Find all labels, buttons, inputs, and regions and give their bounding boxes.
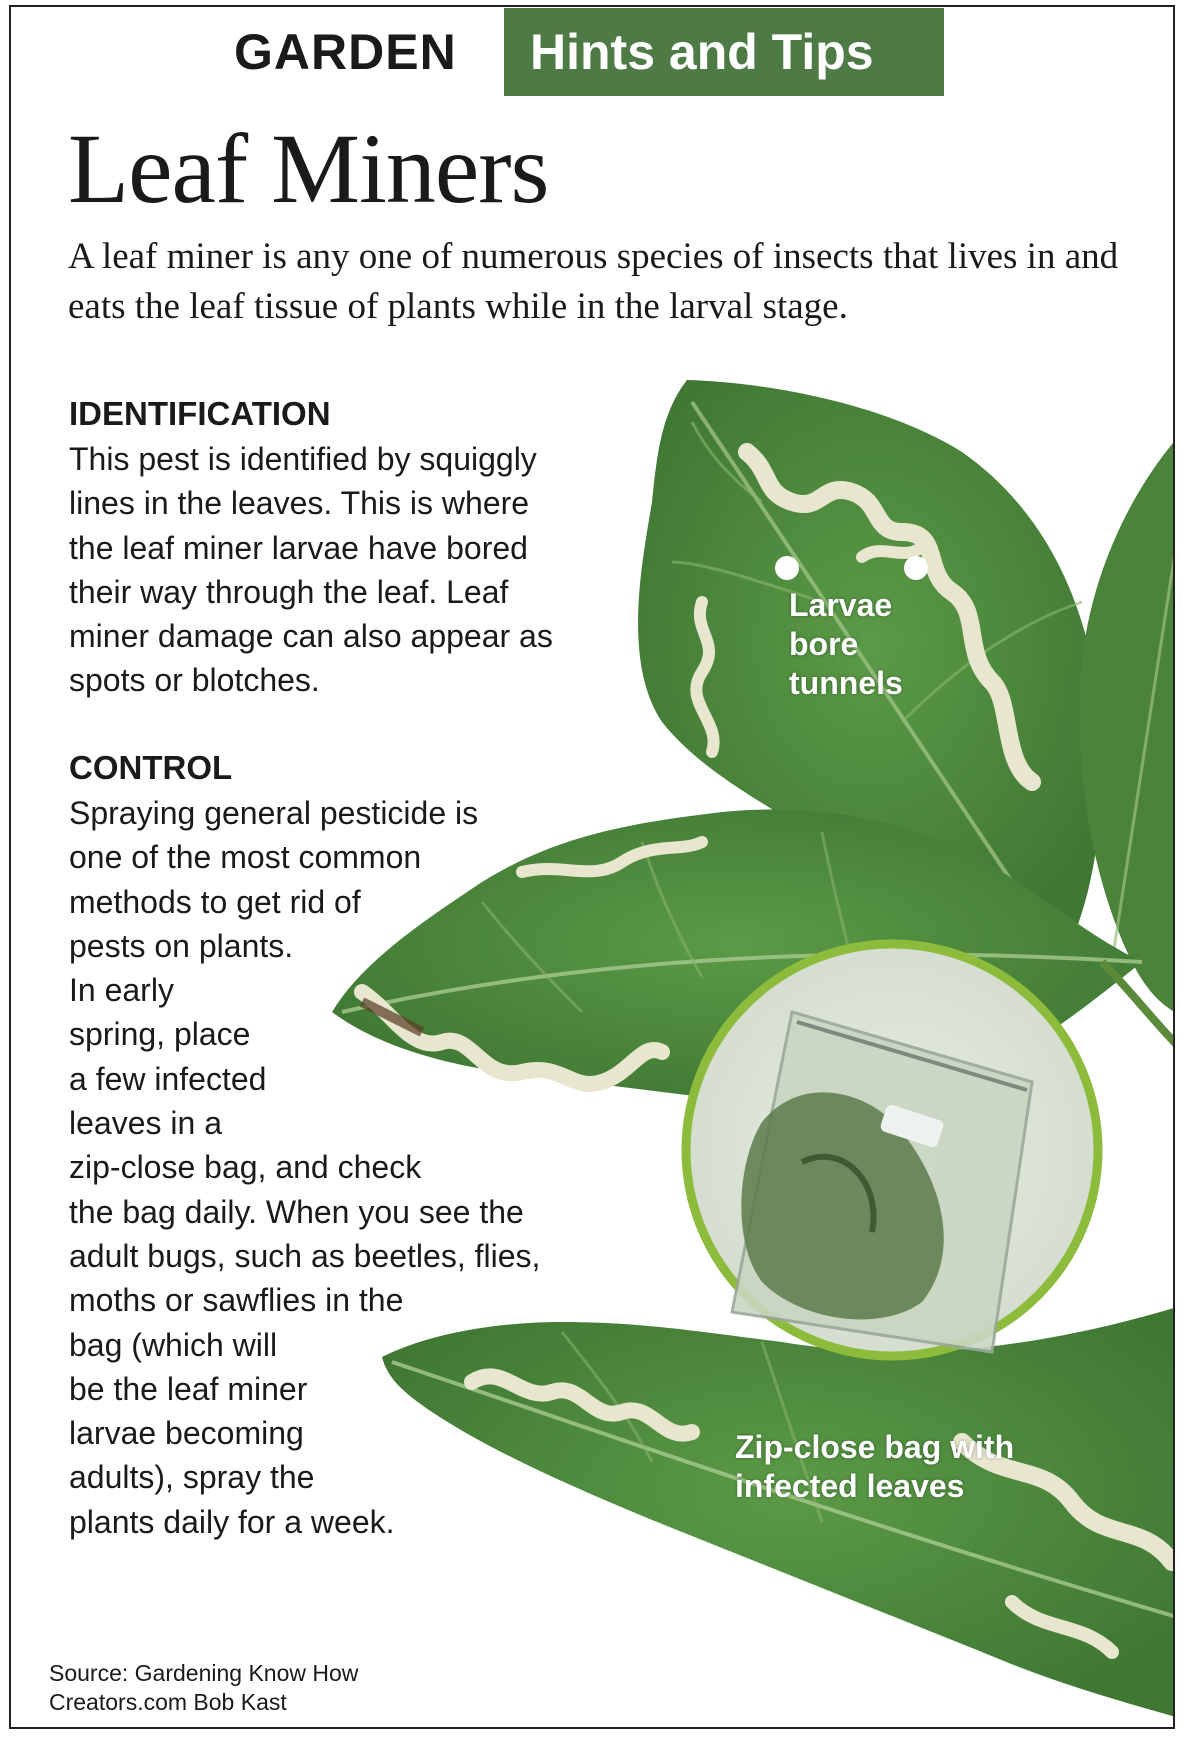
infographic-frame: [9, 5, 1175, 1729]
tunnel-marker-dot: [775, 556, 799, 580]
source-credit: Source: Gardening Know How Creators.com Bob Kast: [49, 1660, 359, 1715]
intro-text: A leaf miner is any one of numerous species of insects that lives in and eats the leaf tissue of plants while in the larval stage.: [68, 236, 1119, 327]
page-title: Leaf Miners: [68, 113, 549, 224]
control-heading: CONTROL: [69, 749, 233, 786]
header-tag: Hints and Tips: [530, 24, 874, 80]
identification-text: This pest is identified by squiggly lines in the leaves. This is where the leaf miner larvae have bored their way through the leaf. Leaf miner damage can also appear as spots or blotches.: [69, 441, 553, 699]
tunnels-caption: Larvae bore tunnels: [789, 587, 903, 701]
header-section: GARDEN: [234, 24, 457, 80]
zip-bag-inset: [686, 944, 1098, 1356]
control-text: Spraying general pesticide is one of the most common methods to get rid of pests on plants. In early spring, place a few infected leaves in a zip-close bag, and check the bag daily. When you see the adult bugs, such as beetles, flies, moths or sawflies in the bag (which will be the leaf miner larvae becoming adults), spray the plants daily for a week.: [69, 795, 541, 1540]
identification-heading: IDENTIFICATION: [69, 395, 331, 432]
bag-caption: Zip-close bag with infected leaves: [735, 1429, 1015, 1504]
tunnel-marker-dot: [904, 556, 928, 580]
right-leaf: [1079, 422, 1175, 1022]
